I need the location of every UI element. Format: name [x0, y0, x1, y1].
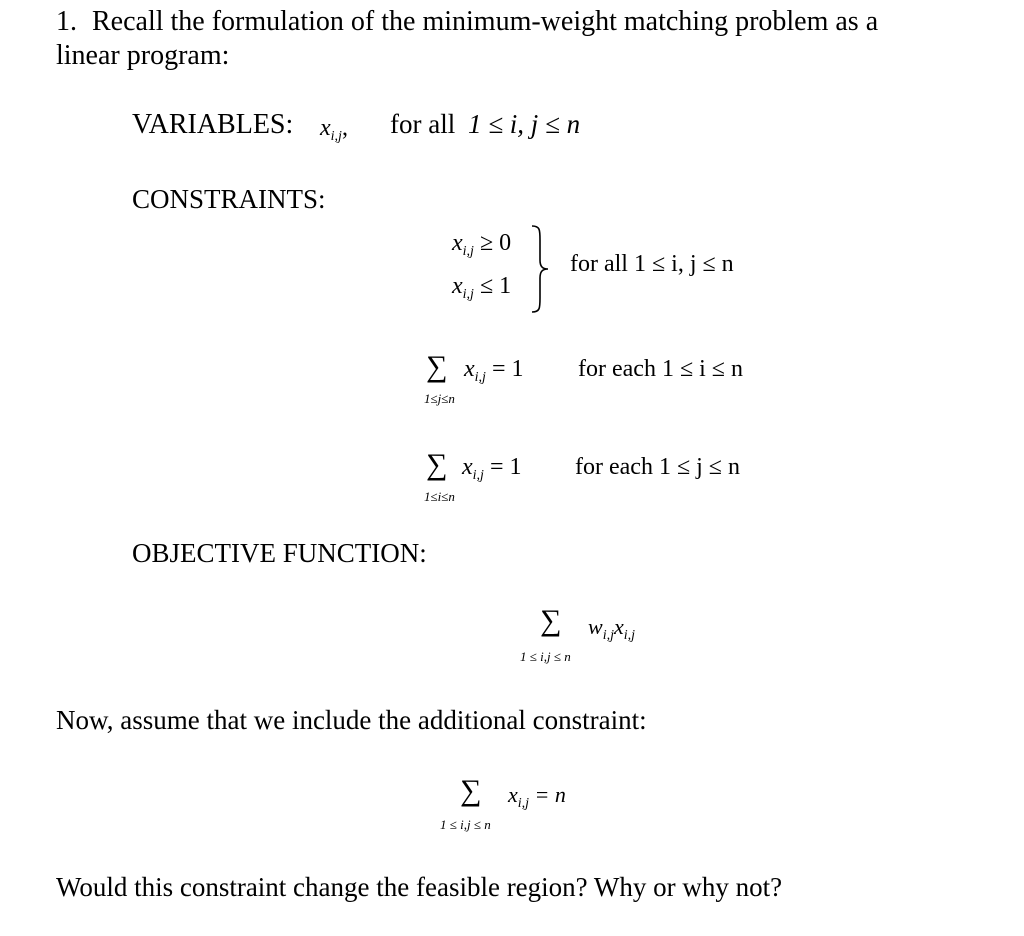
variables-for-all: for all	[390, 109, 456, 139]
intro-line-1: Recall the formulation of the minimum-weight matching problem as a	[92, 6, 879, 37]
bound-lower-rel: ≥ 0	[479, 230, 512, 256]
objective-expression	[588, 616, 635, 643]
variables-quantifier	[390, 111, 580, 138]
row-sum-symbol: ∑	[426, 350, 448, 383]
bound-upper	[452, 274, 511, 302]
row-sum-var: x	[464, 356, 475, 382]
variable-x: x	[320, 115, 331, 141]
col-sum-rel: = 1	[489, 454, 522, 480]
constraints-label: CONSTRAINTS:	[132, 184, 326, 214]
row-sum-expression	[464, 357, 523, 385]
question-intro	[56, 8, 878, 36]
objective-w-sub: i,j	[602, 628, 614, 643]
additional-sub: i,j	[517, 796, 530, 811]
right-brace-icon	[528, 224, 550, 314]
question-number: 1.	[56, 6, 77, 37]
variable-comma: ,	[341, 115, 348, 141]
final-question: Would this constraint change the feasible region? Why or why not?	[56, 872, 783, 902]
bound-quantifier: for all 1 ≤ i, j ≤ n	[570, 251, 734, 277]
bound-lower-sub: i,j	[462, 244, 474, 259]
bound-lower	[452, 231, 511, 259]
col-sum-symbol: ∑	[426, 448, 448, 481]
row-sum-rel: = 1	[491, 356, 524, 382]
bound-upper-sub: i,j	[462, 287, 474, 302]
variables-range: 1 ≤ i, j ≤ n	[467, 109, 581, 139]
objective-sum-symbol: ∑	[540, 604, 562, 637]
objective-x-sub: i,j	[623, 628, 636, 643]
objective-x: x	[613, 614, 624, 639]
objective-limit: 1 ≤ i,j ≤ n	[520, 649, 571, 664]
col-sum-sub: i,j	[472, 468, 484, 483]
col-sum-expression	[462, 455, 521, 483]
col-sum-var: x	[462, 454, 473, 480]
row-sum-limit: 1≤j≤n	[424, 391, 455, 406]
additional-text: Now, assume that we include the additional constraint:	[56, 705, 647, 735]
variables-expression	[320, 116, 348, 144]
bound-upper-var: x	[452, 273, 463, 299]
additional-sum-symbol: ∑	[460, 774, 482, 807]
objective-label: OBJECTIVE FUNCTION:	[132, 538, 427, 568]
additional-rel: = n	[534, 782, 566, 807]
variable-subscript: i,j	[330, 129, 342, 144]
objective-w: w	[588, 614, 603, 639]
bound-lower-var: x	[452, 230, 463, 256]
additional-limit: 1 ≤ i,j ≤ n	[440, 817, 491, 832]
additional-var: x	[508, 782, 518, 807]
col-sum-limit: 1≤i≤n	[424, 489, 455, 504]
row-quantifier: for each 1 ≤ i ≤ n	[578, 356, 743, 382]
row-sum-sub: i,j	[474, 370, 486, 385]
intro-line-2: linear program:	[56, 40, 230, 71]
variables-label: VARIABLES:	[132, 109, 294, 140]
bound-upper-rel: ≤ 1	[479, 273, 512, 299]
col-quantifier: for each 1 ≤ j ≤ n	[575, 454, 740, 480]
additional-expression	[508, 784, 566, 811]
